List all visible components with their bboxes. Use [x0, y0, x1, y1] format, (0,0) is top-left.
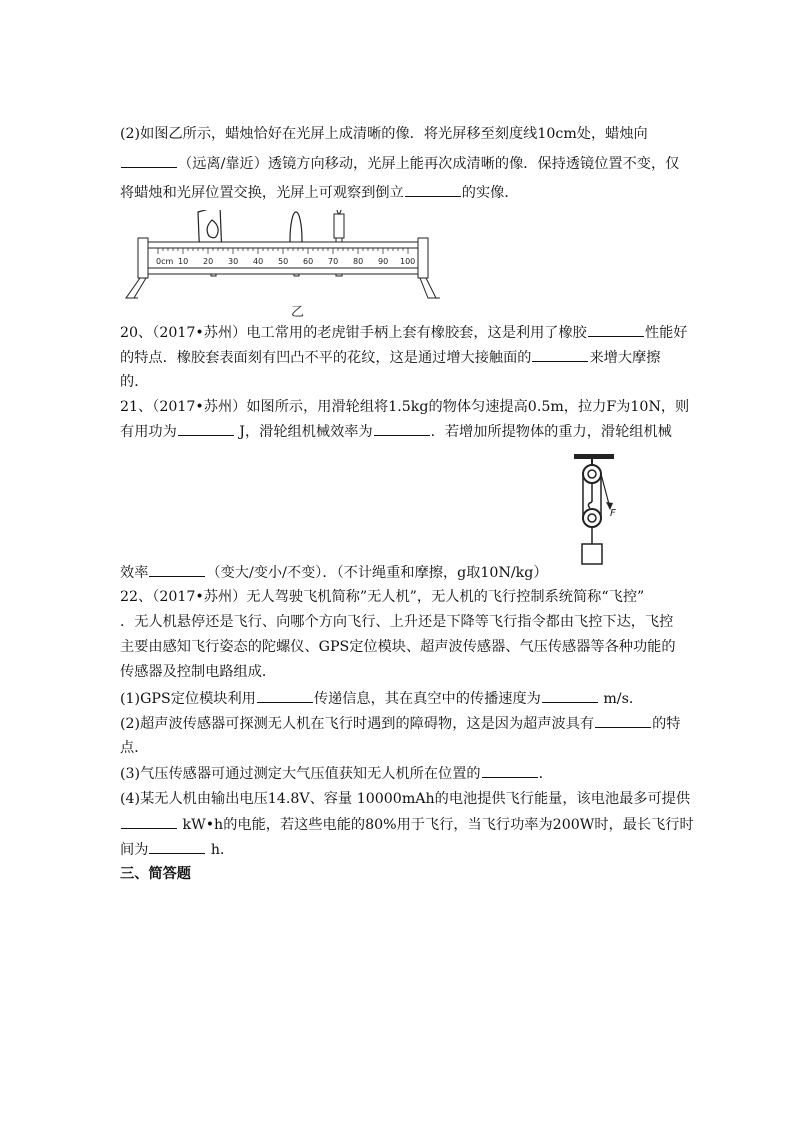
answer-blank[interactable]: [121, 814, 177, 829]
q22-line-3: 主要由感知飞行姿态的陀螺仪、GPS定位模块、超声波传感器、气压传感器等各种功能的: [120, 639, 676, 655]
q20-line-2: 的特点．橡胶套表面刻有凹凸不平的花纹，这是通过增大接触面的 来增大摩擦: [120, 347, 660, 368]
answer-blank[interactable]: [149, 562, 205, 577]
q19-line-1: (2)如图乙所示，蜡烛恰好在光屏上成清晰的像．将光屏移至刻度线10cm处，蜡烛向: [120, 126, 648, 142]
ruler-tick-label: 80: [353, 257, 364, 266]
ruler-tick-label: 70: [328, 257, 339, 266]
answer-blank[interactable]: [178, 421, 234, 436]
q22-part-4-line-2: kW•h的电能，若这些电能的80%用于飞行，当飞行功率为200W时，最长飞行时: [120, 814, 694, 835]
answer-blank[interactable]: [482, 763, 538, 778]
answer-blank[interactable]: [595, 713, 651, 728]
q19-line-2: （远离/靠近）透镜方向移动，光屏上能再次成清晰的像．保持透镜位置不变，仅: [120, 153, 679, 174]
q22-line-1: 22、（2017•苏州）无人驾驶飞机简称”无人机”，无人机的飞行控制系统简称“飞控”: [120, 589, 645, 605]
q21-line-2: 有用功为 J，滑轮组机械效率为 ．若增加所提物体的重力，滑轮组机械: [120, 421, 672, 442]
q22-part-3: (3)气压传感器可通过测定大气压值获知无人机所在位置的 ．: [120, 763, 553, 784]
q21-line-3: 效率 （变大/变小/不变）．（不计绳重和摩擦，g取10N/kg）: [120, 562, 548, 583]
q21-line-1: 21、（2017•苏州）如图所示，用滑轮组将1.5kg的物体匀速提高0.5m，拉力F为10N，则: [120, 399, 690, 415]
answer-blank[interactable]: [257, 688, 313, 703]
ruler-tick-label: 30: [228, 257, 239, 266]
ruler-tick-label: 20: [203, 257, 214, 266]
ruler-tick-label: 50: [278, 257, 289, 266]
q20-line-3: 的．: [120, 374, 149, 390]
answer-blank[interactable]: [149, 839, 205, 854]
q22-part-1: (1)GPS定位模块利用 传递信息，其在真空中的传播速度为 m/s．: [120, 688, 643, 709]
q22-part-2-cont: 点．: [120, 740, 149, 756]
section-heading: 三、简答题: [120, 866, 191, 882]
ruler-tick-label: 40: [253, 257, 264, 266]
q22-part-2: (2)超声波传感器可探测无人机在飞行时遇到的障碍物，这是因为超声波具有 的特: [120, 713, 681, 734]
q20-line-1: 20、（2017•苏州）电工常用的老虎钳手柄上套有橡胶套，这是利用了橡胶 性能好: [120, 322, 687, 343]
answer-blank[interactable]: [374, 421, 430, 436]
answer-blank[interactable]: [532, 347, 588, 362]
answer-blank[interactable]: [542, 688, 598, 703]
ruler-tick-label: 90: [378, 257, 389, 266]
ruler-tick-label: 10: [178, 257, 189, 266]
ruler-tick-label: 60: [303, 257, 314, 266]
figure-caption: 乙: [291, 305, 305, 320]
q22-part-4-line-3: 间为 h．: [120, 839, 234, 860]
answer-blank[interactable]: [405, 182, 461, 197]
ruler-tick-label: 100: [400, 257, 416, 266]
force-label: F: [610, 508, 616, 519]
q22-line-4: 传感器及控制电路组成．: [120, 664, 277, 680]
q22-part-4-line-1: (4)某无人机由输出电压14.8V、容量 10000mAh的电池提供飞行能量，该电池最多可提供: [120, 791, 691, 807]
q19-line-3: 将蜡烛和光屏位置交换，光屏上可观察到倒立 的实像．: [120, 182, 519, 203]
answer-blank[interactable]: [588, 322, 644, 337]
ruler-zero-label: 0cm: [156, 257, 174, 266]
pulley-figure: [570, 452, 630, 568]
q22-line-2: ．无人机悬停还是飞行、向哪个方向飞行、上升还是下降等飞行指令都由飞控下达，飞控: [120, 614, 674, 630]
optical-bench-figure: [118, 210, 488, 322]
meter-rule: [126, 238, 440, 298]
answer-blank[interactable]: [121, 153, 177, 168]
